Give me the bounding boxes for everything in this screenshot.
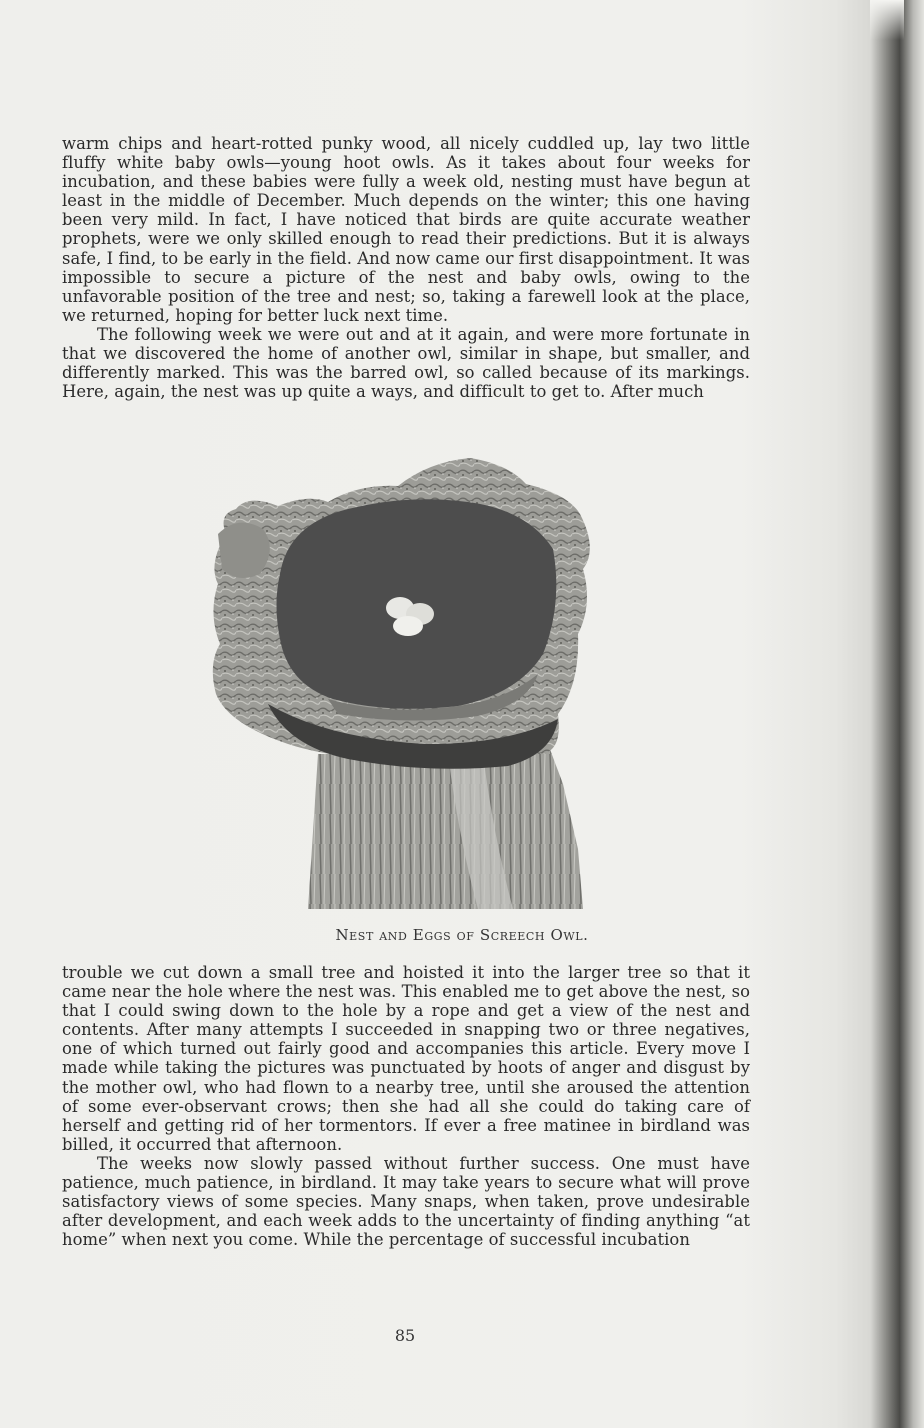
page-number: 85 [394, 1326, 416, 1345]
page-corner-highlight [870, 0, 904, 40]
book-spine-edge [870, 0, 924, 1428]
text-block-top [62, 134, 750, 401]
paragraph: warm chips and heart-rotted punky wood, all nicely cuddled up, lay two little fluffy white baby owls—young hoot owls. As it takes about four weeks for incubation, and these babies were fully a week old, nesting must have begun at least in the middle of December. Much depends on the winter; this one having been very mild. In fact, I have noticed that birds are quite accurate weather prophets, were we only skilled enough to read their predictions. But it is always safe, I find, to be early in the field. And now came our first disappointment. It was impossible to secure a picture of the nest and baby owls, owing to the unfavorable position of the tree and nest; so, taking a farewell look at the place, we returned, hoping for better luck next time. [62, 134, 750, 325]
paragraph: The weeks now slowly passed without further success. One must have patience, much patience, in birdland. It may take years to secure what will prove satisfactory views of some species. Many snaps, when taken, prove undesirable after development, and each week adds to the uncertainty of finding anything “at home” when next you come. While the percentage of successful incubation [62, 1153, 750, 1250]
paragraph: trouble we cut down a small tree and hoisted it into the larger tree so that it came near the hole where the nest was. This enabled me to get above the nest, so that I could swing down to the hole by a rope and get a view of the nest and contents. After many attempts I succeeded in snapping two or three negatives, one of which turned out fairly good and accompanies this article. Every move I made while taking the pictures was punctuated by hoots of anger and disgust by the mother owl, who had flown to a nearby tree, until she aroused the attention of some ever-observant crows; then she had all she could do taking care of herself and getting rid of her tormentors. If ever a free matinee in birdland was billed, it occurred that afternoon. [62, 963, 750, 1154]
nest-photograph [208, 454, 598, 909]
paragraph: The following week we were out and at it again, and were more fortunate in that we discovered the home of another owl, similar in shape, but smaller, and differently marked. This was the barred owl, so called because of its markings. Here, again, the nest was up quite a ways, and difficult to get to. After much [62, 324, 750, 402]
egg [393, 616, 423, 636]
text-block-bottom [62, 963, 750, 1249]
tree-trunk [308, 744, 583, 909]
figure-caption: Nest and Eggs of Screech Owl. [335, 926, 589, 944]
